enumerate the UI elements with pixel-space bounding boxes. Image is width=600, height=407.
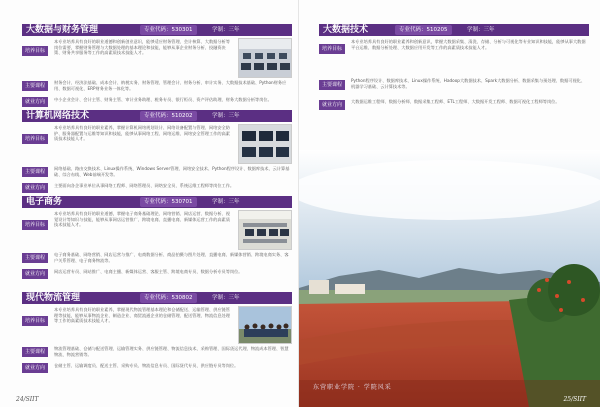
text-courses: 电子商务基础、网络营销、网店运营与推广、电商数据分析、商品拍摄与图片处理、直播电商、新媒体营销、跨境电商实务、客户关系管理、电子商务物流等。 <box>54 252 289 263</box>
major-title: 大数据与财务管理 <box>26 25 99 35</box>
photo-caption: 东营职业学院 · 学院风采 <box>313 384 392 391</box>
text-goal: 本专业培养具有良好的职业素养，掌握计算机网络规划设计、网络设备配置与管理、网络安全防护、服务器配置与运维等知识和技能，能够从事网络工程、网络运维、网络安全管理工作的高素质技术技能人才。 <box>54 125 230 141</box>
major-code: 专业代码：510205 <box>395 25 452 35</box>
tag-career: 就业方向 <box>22 269 48 279</box>
major-section-bigdata <box>319 24 589 114</box>
text-career: 仓储主管、运输调度员、配送主管、采购专员、物流信息专员、国际货代专员、供应链专员等岗位。 <box>54 363 239 368</box>
photo-classroom <box>238 38 292 78</box>
major-section-ecommerce <box>22 196 292 280</box>
right-page <box>299 0 600 407</box>
tag-career: 就业方向 <box>22 363 48 373</box>
text-courses: 财务会计、经济法基础、成本会计、纳税实务、财务管理、管理会计、财务分析、审计实务、大数据技术基础、Python财务应用、数据可视化、ERP财务业务一体化等。 <box>54 80 287 91</box>
major-code: 专业代码：530802 <box>140 293 197 303</box>
tag-goal: 培养目标 <box>22 316 48 326</box>
major-header <box>22 110 292 122</box>
text-courses: 物流管理基础、仓储与配送管理、运输管理实务、供应链管理、物流信息技术、采购管理、国际货运代理、物流成本管理、智慧物流、物流营销等。 <box>54 346 289 357</box>
tag-career: 就业方向 <box>22 97 48 107</box>
major-code: 专业代码：530701 <box>140 197 197 207</box>
major-section-finance <box>22 24 292 108</box>
major-title: 现代物流管理 <box>26 293 81 303</box>
major-section-network <box>22 110 292 194</box>
major-code: 专业代码：530301 <box>140 25 197 35</box>
text-career: 网店运营专员、网站推广、电商主播、新媒体运营、客服主管、跨境电商专员、数据分析专员等岗位。 <box>54 269 243 274</box>
major-header <box>22 196 292 208</box>
left-page <box>0 0 299 407</box>
tag-goal: 培养目标 <box>22 220 48 230</box>
text-goal: 本专业培养具有良好的职业道德，掌握电子商务基础理论、网络营销、网店运营、数据分析、视觉设计等知识与技能，能够从事网店运营推广、跨境电商、直播电商、新媒体运营工作的高素质技术技能人才。 <box>54 211 230 227</box>
tag-courses: 主要课程 <box>22 81 48 91</box>
tag-goal: 培养目标 <box>319 44 345 54</box>
text-goal: 本专业培养具有良好的职业道德和创新创业意识，能够适应财务管理、会计核算、大数据分析等岗位需要，掌握财务管理与大数据处理的基本理论和技能，能够从事企业财务分析、投融资决策、财务共享服务等工作的高素质技术技能人才。 <box>54 39 230 55</box>
text-career: 主要面向各企事业单位从事网络工程师、网络管理员、网络安全员、系统运维工程师等岗位工作。 <box>54 183 235 188</box>
major-header <box>22 292 292 304</box>
tag-courses: 主要课程 <box>319 80 345 90</box>
tag-goal: 培养目标 <box>22 46 48 56</box>
major-years: 学制：三年 <box>467 27 495 33</box>
major-code: 专业代码：510202 <box>140 111 197 121</box>
photo-campus <box>299 150 600 407</box>
photo-group <box>238 306 292 344</box>
page-number-right: 25/SIIT <box>563 396 586 403</box>
major-years: 学制：三年 <box>212 113 240 119</box>
major-title: 电子商务 <box>26 197 63 207</box>
text-goal: 本专业培养具有良好的职业素养和创新意识，掌握大数据采集、清洗、存储、分析与可视化等专业知识和技能，能够从事大数据平台运维、数据分析处理、大数据应用开发等工作的高素质技术技能人才。 <box>351 39 586 50</box>
tag-courses: 主要课程 <box>22 347 48 357</box>
major-header <box>22 24 292 36</box>
major-years: 学制：三年 <box>212 199 240 205</box>
major-years: 学制：三年 <box>212 27 240 33</box>
photo-training-room <box>238 210 292 250</box>
page-number-left: 24/SIIT <box>16 396 39 403</box>
tag-career: 就业方向 <box>22 183 48 193</box>
major-section-logistics <box>22 292 292 374</box>
tag-goal: 培养目标 <box>22 134 48 144</box>
major-years: 学制：三年 <box>212 295 240 301</box>
tag-courses: 主要课程 <box>22 167 48 177</box>
major-title: 计算机网络技术 <box>26 111 90 121</box>
tag-courses: 主要课程 <box>22 253 48 263</box>
photo-lab <box>238 124 292 164</box>
tag-career: 就业方向 <box>319 100 345 110</box>
text-goal: 本专业培养具有良好的职业素养，掌握现代物流管理基本理论和仓储配送、运输管理、供应链管理等技能，能够从事物流企业、制造企业、商贸流通企业的仓储管理、配送管理、物流信息处理等工作的高素质技术技能人才。 <box>54 307 230 323</box>
text-career: 大数据运维工程师、数据分析师、数据采集工程师、ETL工程师、大数据开发工程师、数据可视化工程师等岗位。 <box>351 99 560 104</box>
text-career: 中小企业会计、会计主管、财务主管、审计业务助理、税务专员、银行柜员、资产评估助理、财务大数据分析等岗位。 <box>54 97 272 102</box>
major-header <box>319 24 589 36</box>
text-courses: Python程序设计、数据库技术、Linux操作系统、Hadoop大数据技术、Spark大数据分析、数据采集与预处理、数据可视化、机器学习基础、云计算技术等。 <box>351 78 586 89</box>
major-title: 大数据技术 <box>323 25 369 35</box>
text-courses: 网络基础、路由交换技术、Linux操作系统、Windows Server管理、网络安全技术、Python程序设计、数据库技术、云计算基础、综合布线、Web前端开发等。 <box>54 166 290 177</box>
